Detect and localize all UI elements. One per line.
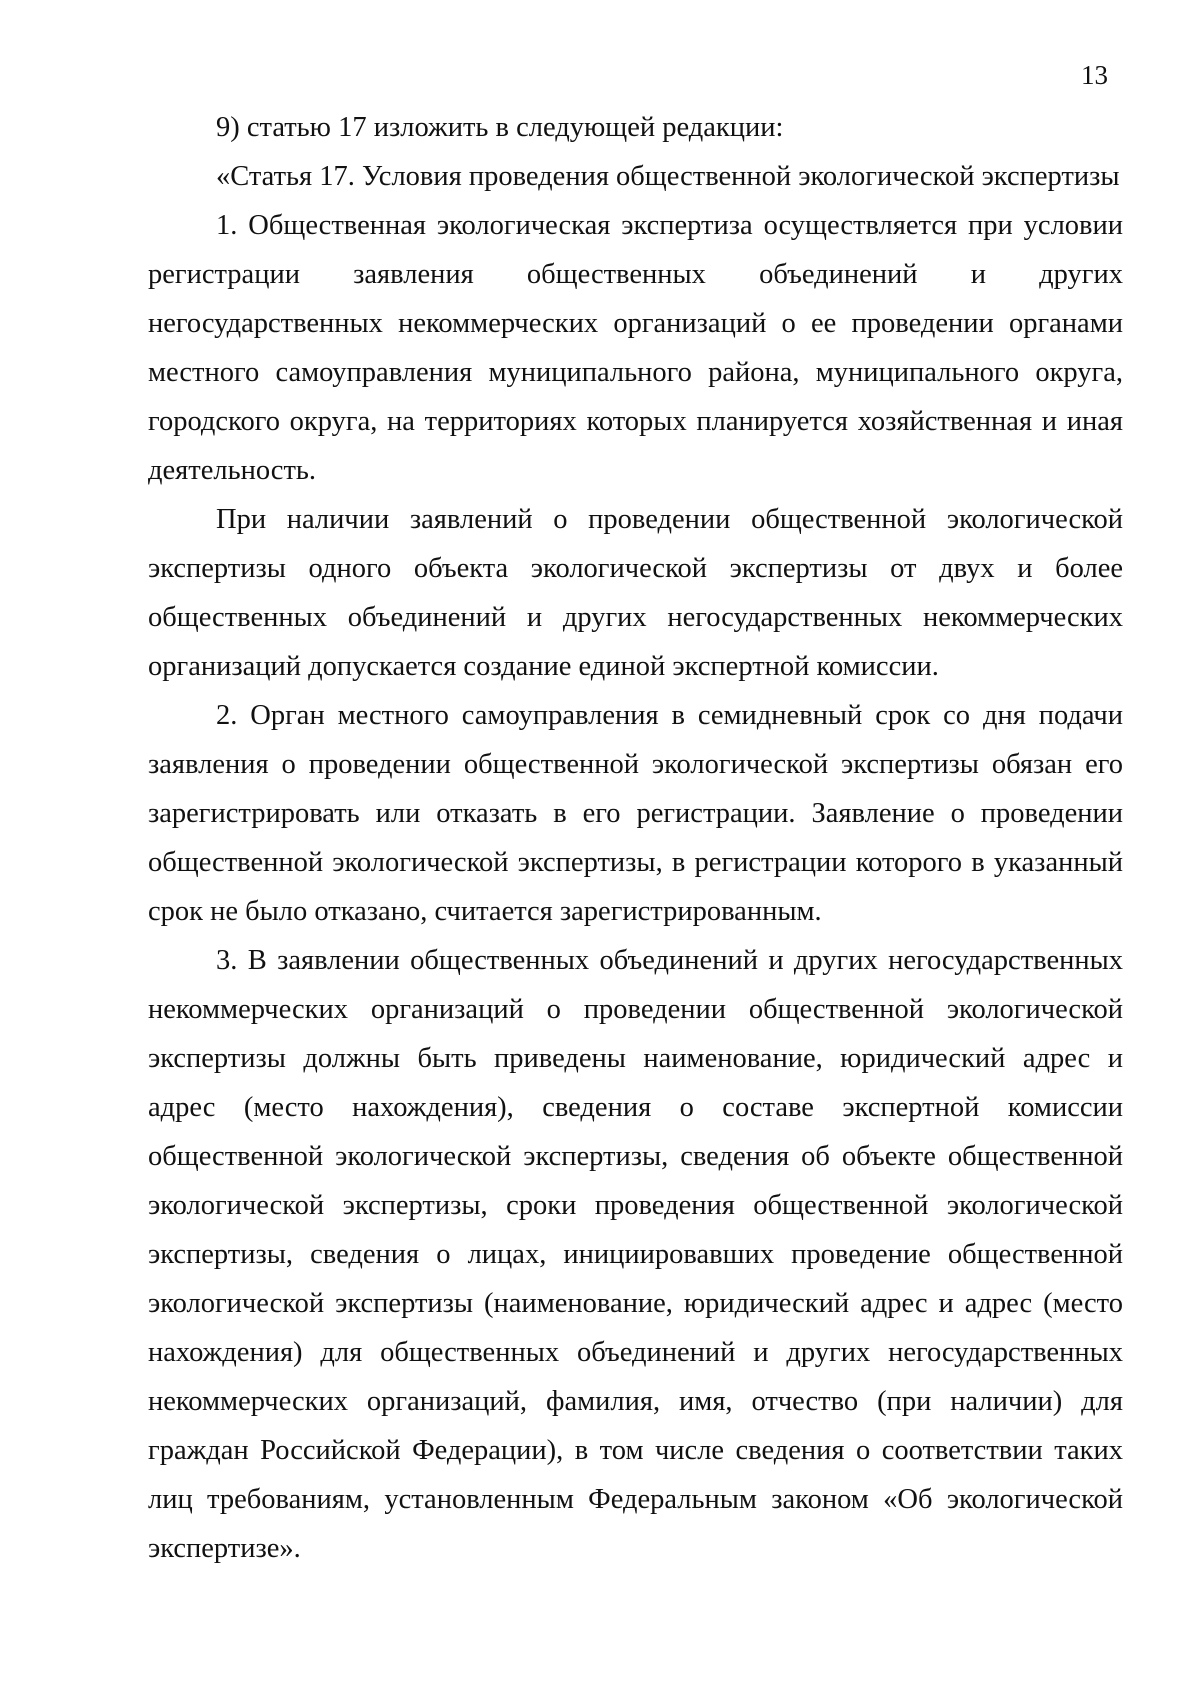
- clause-3-paragraph: 3. В заявлении общественных объединений и других негосударственных некоммерческих организаций о проведении общественной экологической экспертизы должны быть приведены наименование, юридический адрес и адрес (место нахождения), сведения о составе экспертной комиссии общественной экологической экспертизы, сведения об объекте общественной экологической экспертизы, сроки проведения общественной экологической экспертизы, сведения о лицах, инициировавших проведение общественной экологической экспертизы (наименование, юридический адрес и адрес (место нахождения) для общественных объединений и других негосударственных некоммерческих организаций, фамилия, имя, отчество (при наличии) для граждан Российской Федерации), в том числе сведения о соответствии таких лиц требованиям, установленным Федеральным законом «Об экологической экспертизе».: [148, 945, 1123, 1564]
- clause-1-paragraph: 1. Общественная экологическая экспертиза осуществляется при условии регистрации заявления общественных объединений и других негосударственных некоммерческих организаций о ее проведении органами местного самоуправления муниципального района, муниципального округа, городского округа, на территориях которых планируется хозяйственная и иная деятельность.: [148, 210, 1123, 486]
- document-body: [148, 103, 1123, 1573]
- page-number: 13: [1081, 60, 1108, 90]
- clause-1-subparagraph: При наличии заявлений о проведении общественной экологической экспертизы одного объекта экологической экспертизы от двух и более общественных объединений и других негосударственных некоммерческих организаций допускается создание единой экспертной комиссии.: [148, 504, 1123, 682]
- clause-2-paragraph: 2. Орган местного самоуправления в семидневный срок со дня подачи заявления о проведении общественной экологической экспертизы обязан его зарегистрировать или отказать в его регистрации. Заявление о проведении общественной экологической экспертизы, в регистрации которого в указанный срок не было отказано, считается зарегистрированным.: [148, 700, 1123, 927]
- amendment-intro: 9) статью 17 изложить в следующей редакции:: [216, 112, 784, 143]
- article-heading: «Статья 17. Условия проведения общественной экологической экспертизы: [216, 161, 1120, 192]
